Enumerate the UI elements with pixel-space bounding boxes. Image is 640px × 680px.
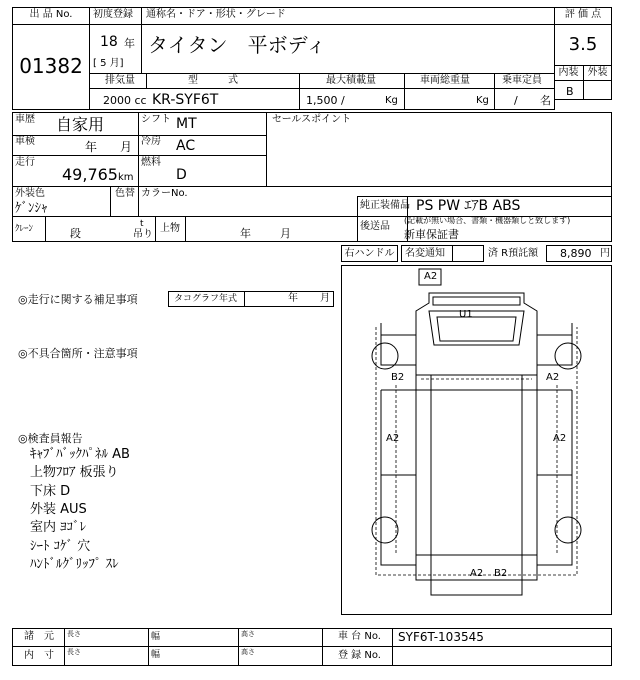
max-load-value: 1,500 /	[306, 94, 345, 107]
ac-value: AC	[176, 138, 196, 154]
first-reg-label: 初度登録	[93, 9, 133, 20]
interior-grade: B	[566, 85, 574, 98]
tacho-year: 年	[288, 293, 298, 304]
crane-lift: 吊り	[133, 229, 153, 240]
damage-a2-right-top: A2	[546, 372, 560, 383]
interior-label: 内装	[558, 67, 579, 78]
recycle-value: 8,890	[560, 247, 592, 260]
truck-diagram	[341, 265, 612, 615]
left-side-panel	[381, 390, 416, 565]
color-value: ｹﾞﾝｼｬ	[15, 201, 48, 216]
dims-sub-label: 内 寸	[24, 650, 54, 661]
gross-weight-unit: Kg	[476, 95, 489, 106]
tacho-label: タコグラフ年式	[174, 294, 238, 304]
inspector-line: 外装 AUS	[30, 502, 87, 517]
windshield	[429, 311, 524, 345]
equip-value: PS PW ｴｱB ABS	[416, 198, 521, 214]
color-label: 外装色	[15, 188, 45, 199]
wheel-rear-right	[555, 517, 581, 543]
crane-label: ｸﾚｰﾝ	[15, 224, 34, 234]
shift-value: MT	[176, 116, 197, 132]
width-label: 幅	[151, 650, 161, 660]
dashed-outline	[376, 327, 577, 575]
dims-label: 諸 元	[24, 631, 54, 642]
recycle-unit: 円	[600, 248, 610, 259]
mileage-label: 走行	[15, 157, 35, 168]
length-label: 長さ	[67, 648, 81, 656]
inspection-label: 車検	[15, 136, 35, 147]
color-change-label: 色替	[115, 188, 135, 199]
crane-stage: 段	[70, 227, 81, 240]
fuel-value: D	[176, 167, 187, 183]
accessory-label: 後送品	[360, 221, 390, 232]
history-label: 車歴	[15, 114, 35, 125]
capacity-label: 乗車定員	[502, 75, 542, 86]
rear-label: 上物	[160, 223, 180, 234]
driving-notes-label: ◎走行に関する補足事項	[18, 293, 138, 306]
inspector-label: ◎検査員報告	[18, 432, 83, 445]
displacement-label: 排気量	[105, 75, 135, 86]
rear-month: 月	[280, 227, 291, 240]
right-side-panel	[537, 390, 572, 565]
lot-number: 01382	[19, 54, 83, 78]
truck-bed	[416, 390, 537, 580]
cab-roof	[433, 297, 520, 305]
inspector-line: 下床 D	[30, 484, 71, 499]
dashboard	[437, 317, 516, 341]
first-reg-year: 18	[100, 34, 118, 50]
footer-table	[12, 628, 612, 666]
rear-year: 年	[240, 227, 251, 240]
gross-weight-label: 車両総重量	[420, 75, 470, 86]
model-code-value: KR-SYF6T	[152, 92, 219, 108]
inspector-line: ｷｬﾌﾞﾊﾞｯｸﾊﾟﾈﾙ AB	[30, 447, 130, 462]
accessory-note: (記載が無い場合、書類・機器類しと致します)	[404, 216, 571, 225]
chassis-value: SYF6T-103545	[398, 630, 484, 644]
handle-side: 右ハンドル	[344, 248, 395, 259]
inspection-month: 月	[120, 140, 133, 154]
damage-a2-right-mid: A2	[553, 433, 567, 444]
inspector-line: ﾊﾝﾄﾞﾙｸﾞﾘｯﾌﾟ ｽﾚ	[30, 557, 119, 572]
capacity-unit: 名	[540, 94, 551, 107]
max-load-label: 最大積載量	[326, 75, 376, 86]
sales-point-label: セールスポイント	[272, 114, 352, 125]
model-code-label: 型 式	[188, 75, 238, 86]
history-value: 自家用	[56, 115, 105, 134]
inspector-line: 上物ﾌﾛｱ 板張り	[30, 465, 119, 480]
shift-label: シフト	[141, 114, 171, 125]
damage-a2-left-mid: A2	[386, 433, 400, 444]
left-mirror	[381, 323, 416, 365]
crane-t: t	[140, 219, 144, 229]
exterior-label: 外装	[587, 67, 608, 78]
first-reg-year-unit: 年	[124, 37, 135, 50]
damage-b2-bottom: B2	[494, 568, 508, 579]
reg-label: 登 録 No.	[338, 650, 381, 661]
accessory-value: 新車保証書	[404, 228, 459, 241]
width-label: 幅	[151, 632, 161, 642]
ac-label: 冷房	[141, 136, 161, 147]
tacho-month: 月	[320, 293, 330, 304]
equip-label: 純正装備品	[360, 200, 410, 211]
grade-label: 評 価 点	[564, 9, 602, 20]
mileage-value: 49,765	[62, 165, 118, 184]
damage-u1: U1	[459, 309, 473, 320]
inspection-year: 年	[85, 140, 98, 154]
length-label: 長さ	[67, 630, 81, 638]
first-reg-month: [ 5 月]	[93, 58, 124, 69]
color-no-label: カラーNo.	[141, 188, 188, 199]
grade-value: 3.5	[568, 34, 598, 55]
defects-label: ◎不具合箇所・注意事項	[18, 347, 138, 360]
inspector-line: 室内 ﾖｺﾞﾚ	[30, 520, 87, 535]
lot-label: 出 品 No.	[29, 9, 73, 20]
mileage-unit: km	[118, 172, 134, 183]
recycle-label: 済 R預託額	[488, 248, 539, 259]
height-label: 高さ	[241, 630, 255, 638]
max-load-unit: Kg	[385, 95, 398, 106]
damage-a2-top: A2	[424, 271, 438, 282]
car-name: タイタン 平ボディ	[148, 33, 326, 57]
right-mirror	[537, 323, 572, 365]
chassis-label: 車 台 No.	[338, 631, 381, 642]
model-label: 通称名・ドア・形状・グレード	[146, 9, 286, 20]
name-change-label: 名変通知	[405, 248, 445, 259]
height-label: 高さ	[241, 648, 255, 656]
fuel-label: 燃料	[141, 157, 161, 168]
displacement-value: 2000 cc	[103, 94, 147, 107]
damage-a2-bottom: A2	[470, 568, 484, 579]
inspector-line: ｼｰﾄ ｺｹﾞ 穴	[30, 539, 91, 554]
damage-b2-left: B2	[391, 372, 405, 383]
capacity-value: /	[514, 94, 518, 107]
